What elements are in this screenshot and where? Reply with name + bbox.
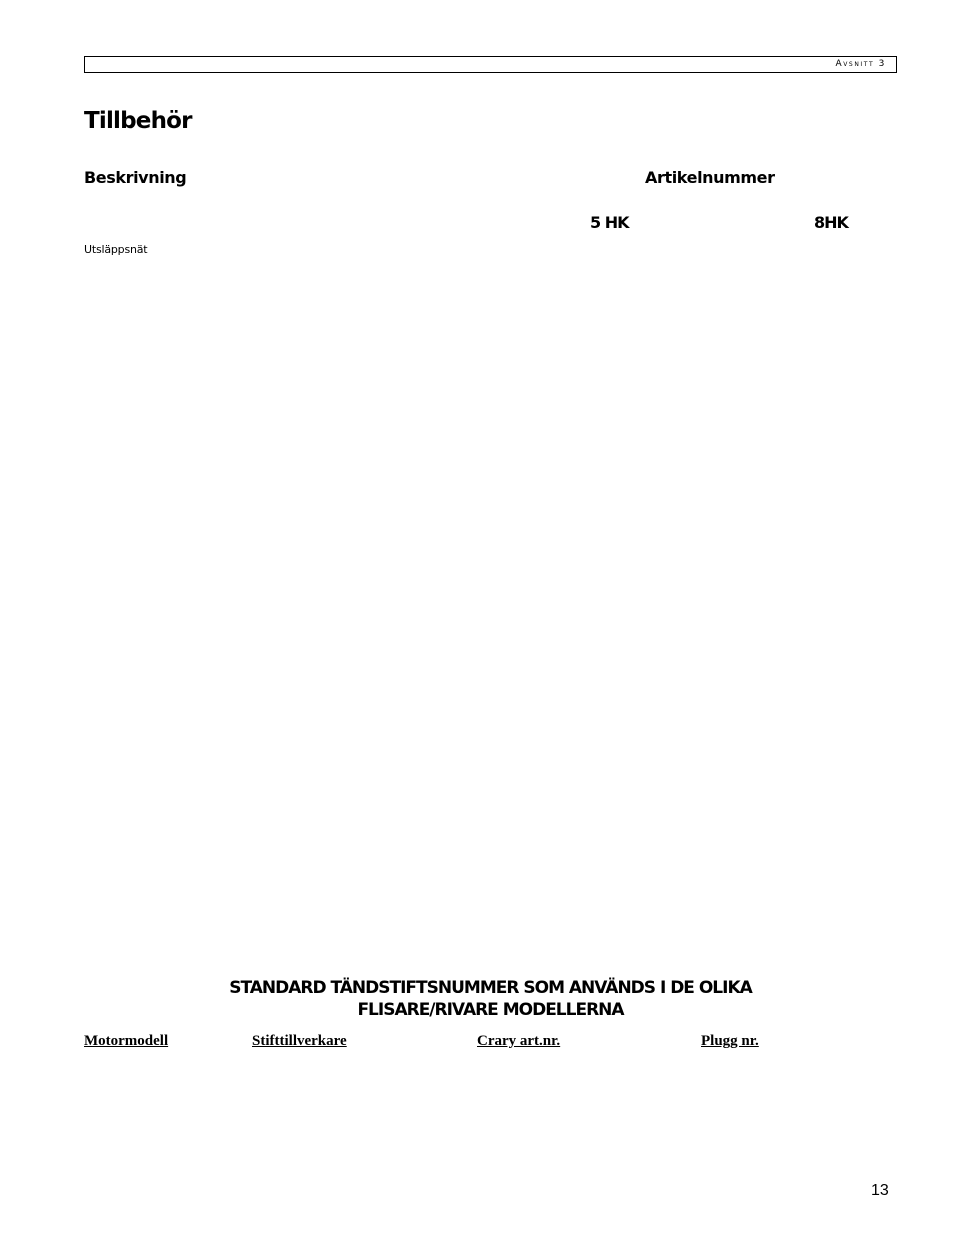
table-header-motor-model: Motormodell bbox=[84, 1033, 169, 1049]
hp-column-5hk: 5 HK bbox=[590, 213, 629, 232]
table-header-crary-part-number: Crary art.nr. bbox=[477, 1033, 561, 1049]
section-label: Avsnitt 3 bbox=[835, 59, 886, 69]
table-header-plug-manufacturer: Stifttillverkare bbox=[252, 1033, 347, 1049]
section-header-box bbox=[84, 56, 897, 73]
spark-plug-heading bbox=[84, 977, 897, 1021]
spark-plug-heading-line2: FLISARE/RIVARE MODELLERNA bbox=[357, 1000, 624, 1020]
page-title: Tillbehör bbox=[84, 108, 192, 134]
page-number: 13 bbox=[871, 1182, 889, 1199]
table-header-plug-number: Plugg nr. bbox=[701, 1033, 759, 1049]
article-number-column-header: Artikelnummer bbox=[645, 168, 775, 187]
accessory-item-description: Utsläppsnät bbox=[84, 243, 148, 256]
description-column-header: Beskrivning bbox=[84, 168, 187, 187]
hp-column-8hk: 8HK bbox=[814, 213, 848, 232]
spark-plug-heading-line1: STANDARD TÄNDSTIFTSNUMMER SOM ANVÄNDS I DE OLIKA bbox=[229, 978, 752, 998]
